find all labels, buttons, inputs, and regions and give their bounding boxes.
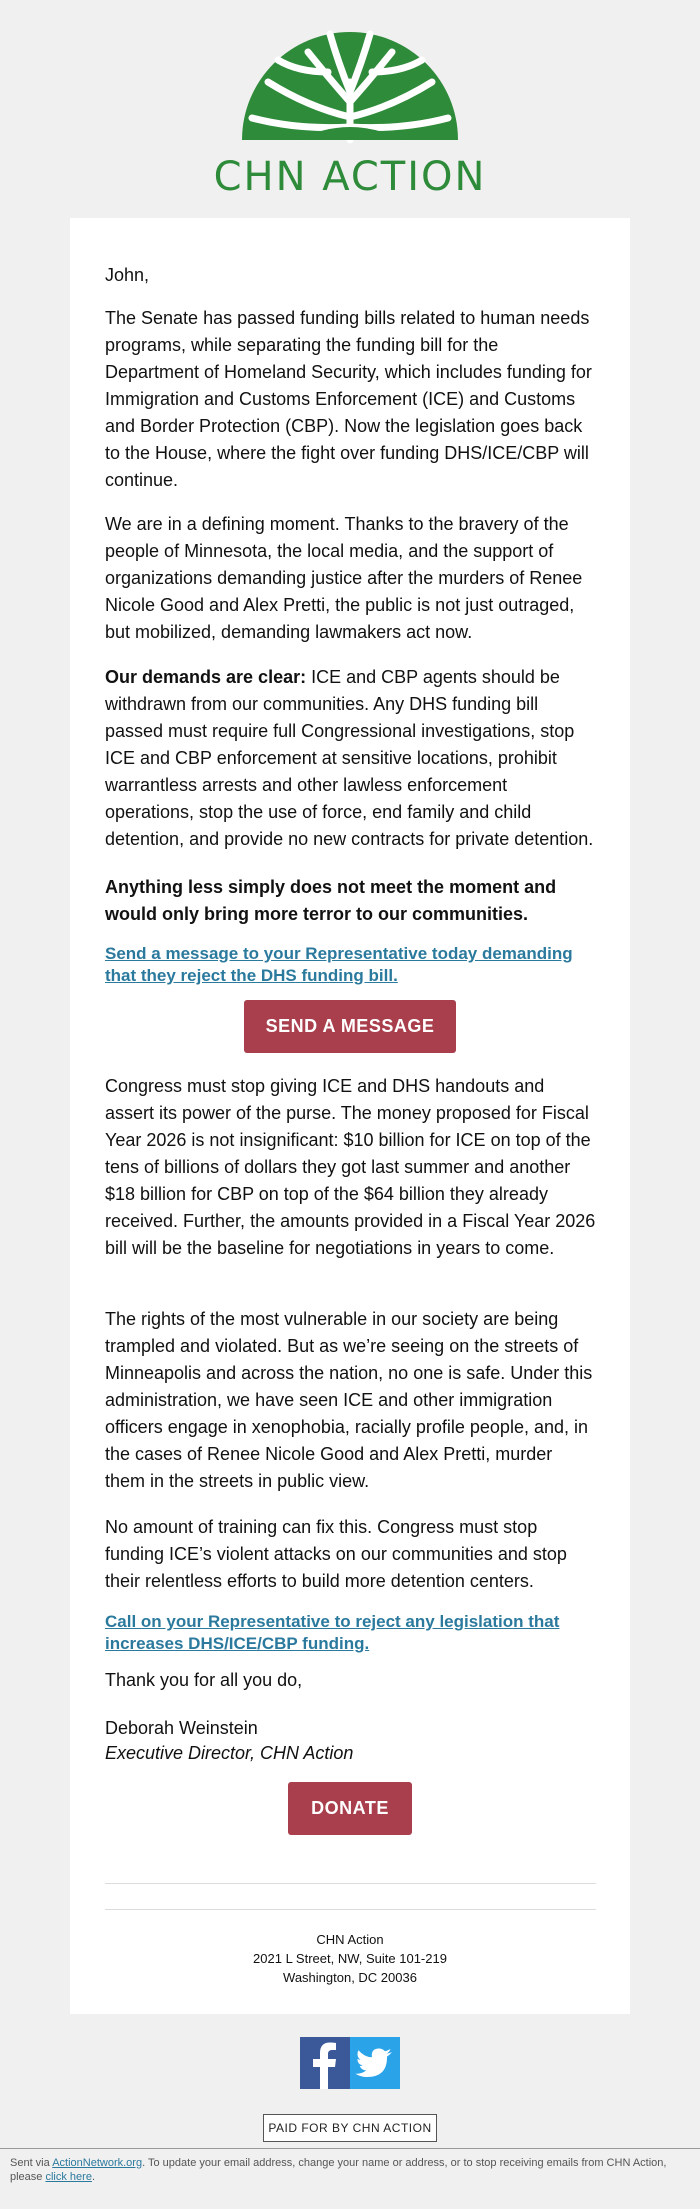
- divider: [105, 1909, 596, 1910]
- send-message-button[interactable]: SEND A MESSAGE: [244, 1000, 456, 1053]
- header: [0, 0, 700, 218]
- paragraph-3: [105, 664, 596, 853]
- social-links: [300, 2037, 400, 2089]
- facebook-icon[interactable]: [300, 2037, 350, 2089]
- demands-lead: Our demands are clear:: [105, 667, 307, 687]
- donate-button[interactable]: DONATE: [288, 1782, 412, 1835]
- logo-wordmark: CHN ACTION: [213, 154, 487, 200]
- greeting: John,: [105, 265, 150, 285]
- paragraph-2: We are in a defining moment. Thanks to the bravery of the people of Minnesota, the local media, and the support of organizations demanding justice after the murders of Renee Nicole Good and Alex Pretti, the public is not just outraged, but mobilized, demanding lawmakers act now.: [105, 514, 583, 642]
- footer-end: .: [91, 2171, 96, 2183]
- footer-text: [10, 2156, 690, 2184]
- footer-middle: . To update your email address, change your name or address, or to stop receiving emails from CHN Action, please: [10, 2157, 667, 2183]
- paragraph-7: No amount of training can fix this. Congress must stop funding ICE’s violent attacks on our communities and stop their relentless efforts to build more detention centers.: [105, 1517, 567, 1591]
- paid-for-disclaimer: PAID FOR BY CHN ACTION: [263, 2114, 437, 2142]
- signer-title: Executive Director, CHN Action: [105, 1743, 354, 1763]
- paragraph-1: The Senate has passed funding bills related to human needs programs, while separating the funding bill for the Department of Homeland Security, which includes funding for Immigration and Customs Enforcement (ICE) and Customs and Border Protection (CBP). Now the legislation goes back to the House, where the fight over funding DHS/ICE/CBP will continue.: [105, 308, 592, 490]
- demands-text: ICE and CBP agents should be withdrawn from our communities. Any DHS funding bill passed must require full Congressional investigations, stop ICE and CBP enforcement at sensitive locations, prohibit warrantless arrests and other lawless enforcement operations, stop the use of force, end family and child detention, and provide no new contracts for private detention.: [105, 667, 594, 849]
- paragraph-5: Congress must stop giving ICE and DHS handouts and assert its power of the purse. The money proposed for Fiscal Year 2026 is not insignificant: $10 billion for ICE on top of the tens of billions of dollars they got last summer and another $18 billion for CBP on top of the $64 billion they already received. Further, the amounts provided in a Fiscal Year 2026 bill will be the baseline for negotiations in years to come.: [105, 1076, 596, 1258]
- email-body: [70, 218, 630, 2014]
- footer: [0, 2148, 700, 2209]
- tree-logo-icon: [238, 22, 462, 148]
- paragraph-4: Anything less simply does not meet the moment and would only bring more terror to our communities.: [105, 877, 557, 924]
- org-address: [70, 1930, 630, 1987]
- address-city: Washington, DC 20036: [283, 1970, 417, 1985]
- footer-sent-via: Sent via: [10, 2157, 53, 2169]
- call-representative-link[interactable]: Call on your Representative to reject any legislation that increases DHS/ICE/CBP funding.: [105, 1612, 560, 1653]
- paragraph-6: The rights of the most vulnerable in our society are being trampled and violated. But as we’re seeing on the streets of Minneapolis and across the nation, no one is safe. Under this administration, we have seen ICE and other immigration officers engage in xenophobia, racially profile people, and, in the cases of Renee Nicole Good and Alex Pretti, murder them in the streets in public view.: [105, 1309, 593, 1491]
- thanks-line: Thank you for all you do,: [105, 1670, 303, 1690]
- actionnetwork-link[interactable]: ActionNetwork.org: [52, 2157, 143, 2169]
- address-street: 2021 L Street, NW, Suite 101-219: [253, 1951, 447, 1966]
- signer-name: Deborah Weinstein: [105, 1718, 258, 1738]
- twitter-bird-icon[interactable]: [350, 2037, 400, 2089]
- send-message-link[interactable]: Send a message to your Representative today demanding that they reject the DHS funding bill.: [105, 944, 573, 985]
- unsubscribe-link[interactable]: click here: [45, 2171, 92, 2183]
- divider: [105, 1883, 596, 1884]
- address-org: CHN Action: [316, 1932, 384, 1947]
